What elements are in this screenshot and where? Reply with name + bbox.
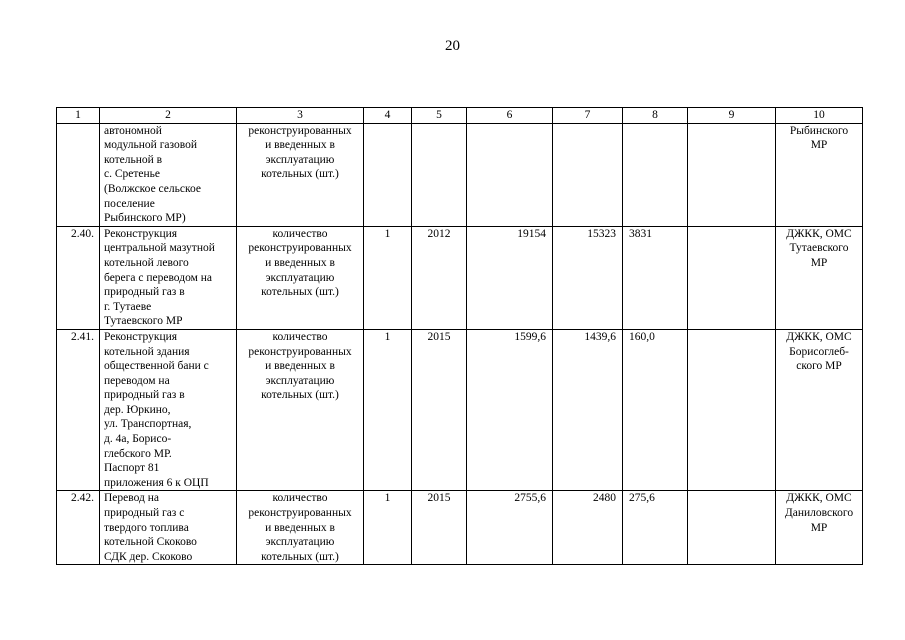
table-row bbox=[57, 491, 863, 565]
table-row bbox=[57, 123, 863, 226]
year-cell bbox=[412, 123, 467, 226]
column-number: 8 bbox=[623, 108, 688, 124]
indicator-cell: количество реконструированных и введенных в эксплуатацию котельных (шт.) bbox=[237, 329, 364, 491]
executor-cell: Рыбинского МР bbox=[776, 123, 863, 226]
row-number-cell: 2.40. bbox=[57, 226, 100, 329]
column-number-row bbox=[57, 108, 863, 124]
column-number: 10 bbox=[776, 108, 863, 124]
local-amount-cell: 160,0 bbox=[623, 329, 688, 491]
regional-amount-cell bbox=[553, 123, 623, 226]
column-number: 4 bbox=[364, 108, 412, 124]
quantity-cell: 1 bbox=[364, 329, 412, 491]
quantity-cell bbox=[364, 123, 412, 226]
executor-cell: ДЖКК, ОМС Даниловского МР bbox=[776, 491, 863, 565]
indicator-cell: количество реконструированных и введенных в эксплуатацию котельных (шт.) bbox=[237, 226, 364, 329]
page-number: 20 bbox=[445, 38, 460, 54]
local-amount-cell bbox=[623, 123, 688, 226]
other-amount-cell bbox=[688, 329, 776, 491]
column-number: 6 bbox=[467, 108, 553, 124]
table-row bbox=[57, 226, 863, 329]
executor-cell: ДЖКК, ОМС Тутаевского МР bbox=[776, 226, 863, 329]
measure-name-cell: Реконструкция котельной здания общественной бани с переводом на природный газ в дер. Юркино, ул. Транспортная, д. 4а, Борисо- глебского МР. Паспорт 81 приложения 6 к ОЦП bbox=[100, 329, 237, 491]
measure-name-cell: автономной модульной газовой котельной в с. Сретенье (Волжское сельское поселение Рыбинского МР) bbox=[100, 123, 237, 226]
column-number: 1 bbox=[57, 108, 100, 124]
regional-amount-cell: 1439,6 bbox=[553, 329, 623, 491]
regional-amount-cell: 2480 bbox=[553, 491, 623, 565]
quantity-cell: 1 bbox=[364, 226, 412, 329]
column-number: 2 bbox=[100, 108, 237, 124]
local-amount-cell: 3831 bbox=[623, 226, 688, 329]
column-number: 9 bbox=[688, 108, 776, 124]
total-amount-cell: 2755,6 bbox=[467, 491, 553, 565]
other-amount-cell bbox=[688, 491, 776, 565]
row-number-cell: 2.41. bbox=[57, 329, 100, 491]
measure-name-cell: Реконструкция центральной мазутной котельной левого берега с переводом на природный газ в г. Тутаеве Тутаевского МР bbox=[100, 226, 237, 329]
executor-cell: ДЖКК, ОМС Борисоглеб- ского МР bbox=[776, 329, 863, 491]
indicator-cell: реконструированных и введенных в эксплуатацию котельных (шт.) bbox=[237, 123, 364, 226]
quantity-cell: 1 bbox=[364, 491, 412, 565]
column-number: 5 bbox=[412, 108, 467, 124]
row-number-cell bbox=[57, 123, 100, 226]
row-number-cell: 2.42. bbox=[57, 491, 100, 565]
program-table bbox=[56, 107, 863, 565]
table-row bbox=[57, 329, 863, 491]
regional-amount-cell: 15323 bbox=[553, 226, 623, 329]
measure-name-cell: Перевод на природный газ с твердого топлива котельной Скоково СДК дер. Скоково bbox=[100, 491, 237, 565]
year-cell: 2012 bbox=[412, 226, 467, 329]
local-amount-cell: 275,6 bbox=[623, 491, 688, 565]
column-number: 3 bbox=[237, 108, 364, 124]
year-cell: 2015 bbox=[412, 329, 467, 491]
other-amount-cell bbox=[688, 123, 776, 226]
column-number: 7 bbox=[553, 108, 623, 124]
indicator-cell: количество реконструированных и введенных в эксплуатацию котельных (шт.) bbox=[237, 491, 364, 565]
year-cell: 2015 bbox=[412, 491, 467, 565]
other-amount-cell bbox=[688, 226, 776, 329]
total-amount-cell: 1599,6 bbox=[467, 329, 553, 491]
total-amount-cell: 19154 bbox=[467, 226, 553, 329]
total-amount-cell bbox=[467, 123, 553, 226]
